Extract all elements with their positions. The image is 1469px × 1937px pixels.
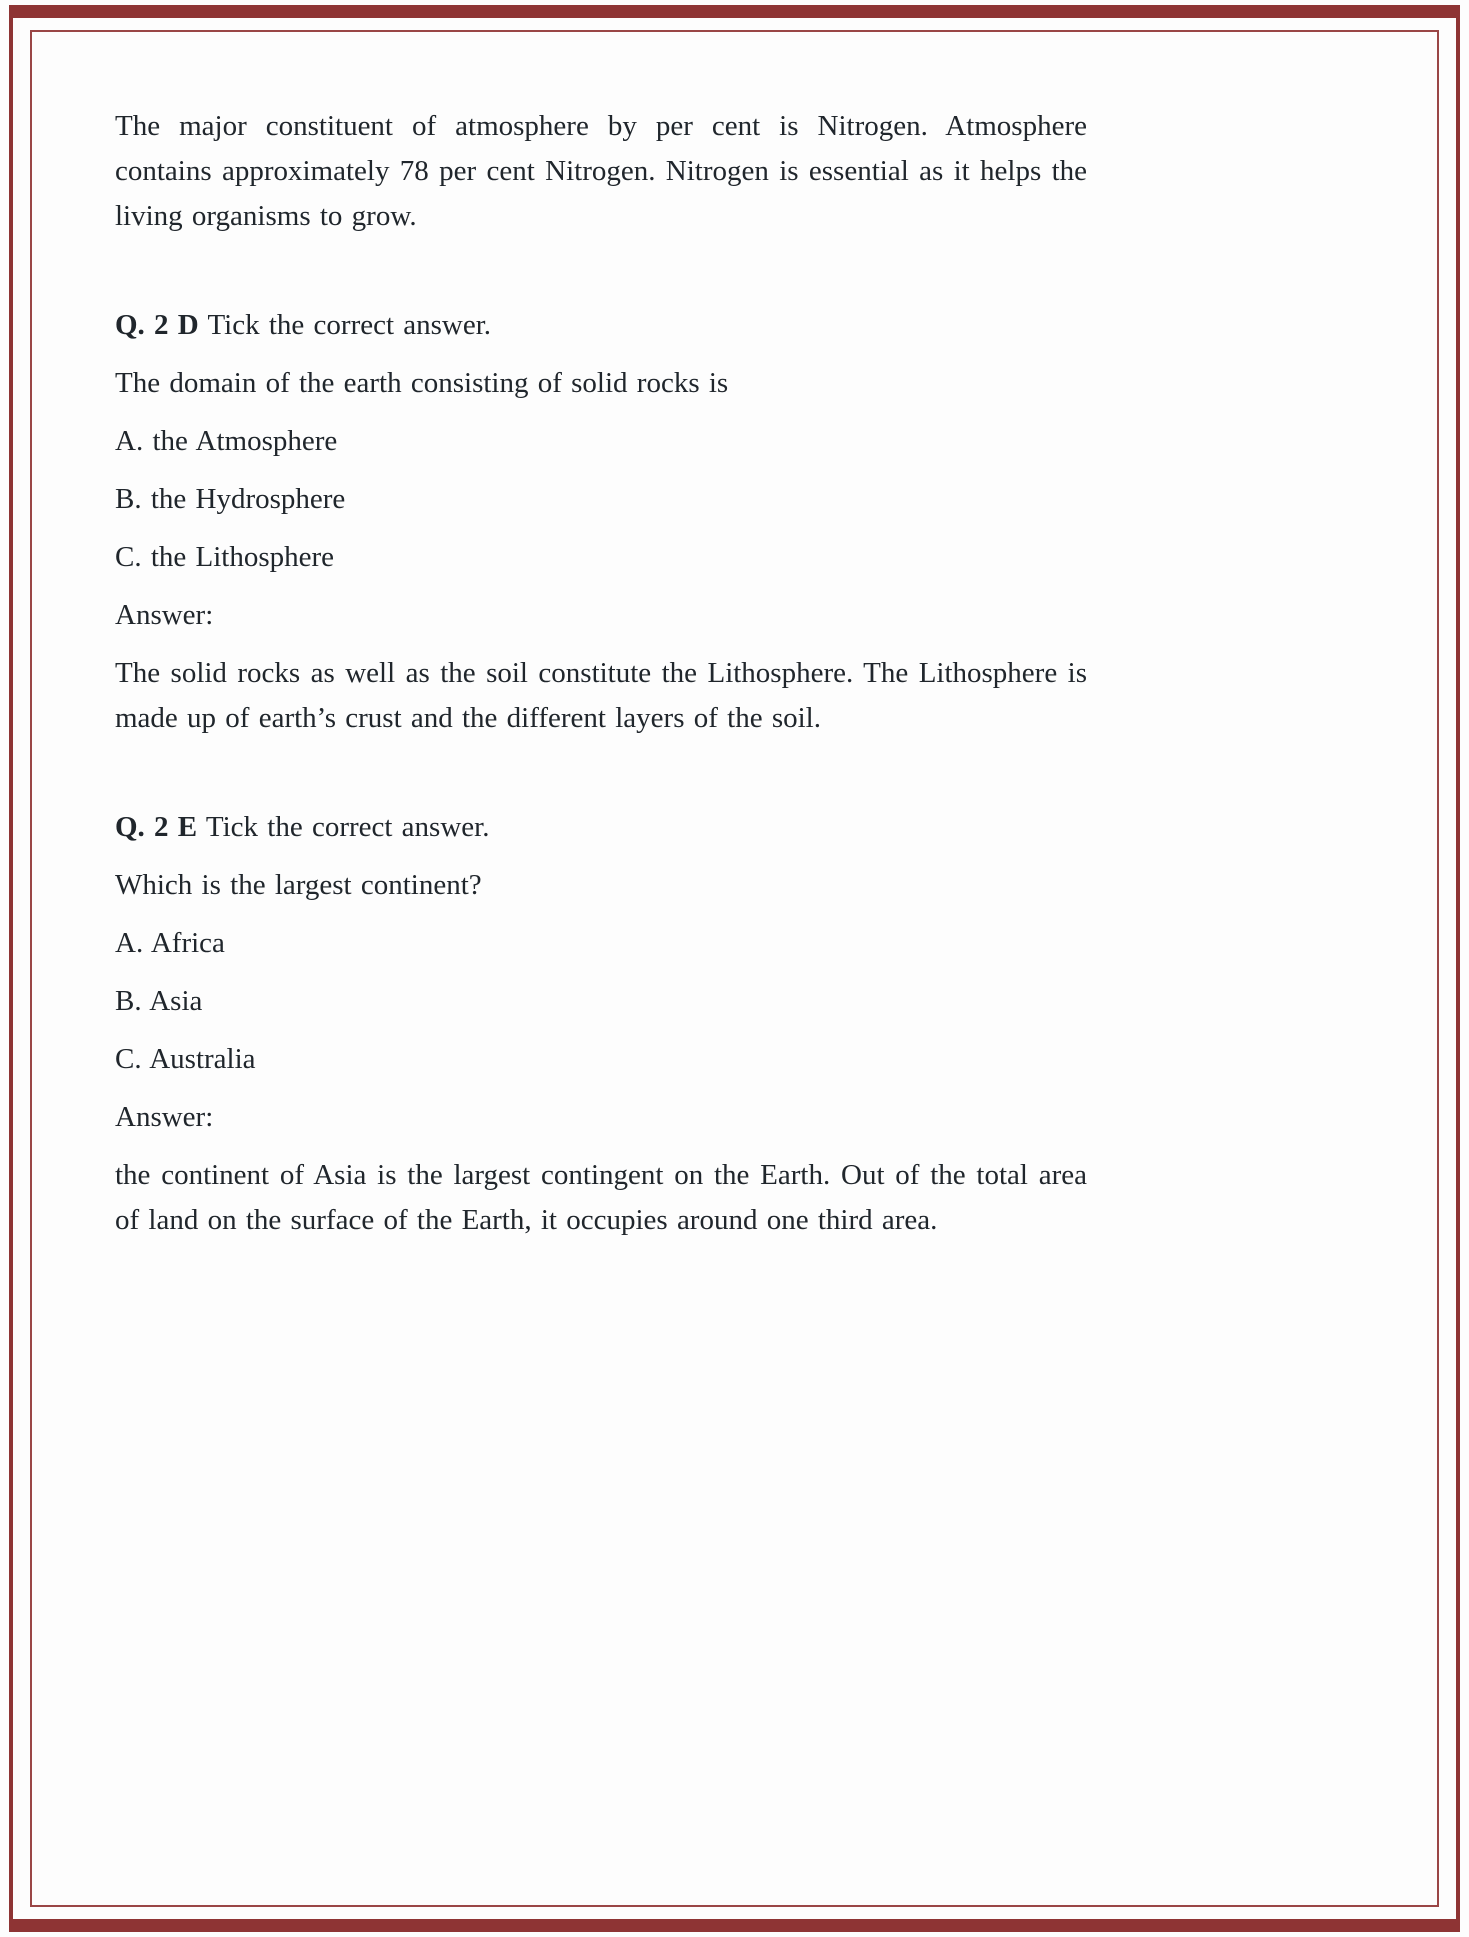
option-a: A. the Atmosphere <box>115 425 338 457</box>
question-text: Which is the largest continent? <box>115 869 482 901</box>
question-heading <box>115 805 1087 850</box>
option-b: B. the Hydrosphere <box>115 483 346 515</box>
question-label: Q. 2 E <box>115 811 198 843</box>
question-text: The domain of the earth consisting of solid rocks is <box>115 367 729 399</box>
option-c: C. the Lithosphere <box>115 541 335 573</box>
intro-paragraph: The major constituent of atmosphere by per cent is Nitrogen. Atmosphere contains approximately 78 per cent Nitrogen. Nitrogen is essential as it helps the living organisms to grow. <box>115 110 1087 232</box>
answer-label: Answer: <box>115 599 214 631</box>
question-heading <box>115 303 1087 348</box>
option-a: A. Africa <box>115 927 225 959</box>
answer-text: The solid rocks as well as the soil constitute the Lithosphere. The Lithosphere is made up of earth’s crust and the different layers of the soil. <box>115 657 1087 734</box>
question-block-2d <box>115 303 1087 741</box>
option-b: B. Asia <box>115 985 203 1017</box>
question-label: Q. 2 D <box>115 309 199 341</box>
question-prompt: Tick the correct answer. <box>205 811 490 843</box>
option-c: C. Australia <box>115 1043 256 1075</box>
question-block-2e <box>115 805 1087 1243</box>
answer-text: the continent of Asia is the largest contingent on the Earth. Out of the total area of land on the surface of the Earth, it occupies around one third area. <box>115 1159 1087 1236</box>
page-content <box>115 104 1087 1256</box>
question-prompt: Tick the correct answer. <box>207 309 492 341</box>
answer-label: Answer: <box>115 1101 214 1133</box>
